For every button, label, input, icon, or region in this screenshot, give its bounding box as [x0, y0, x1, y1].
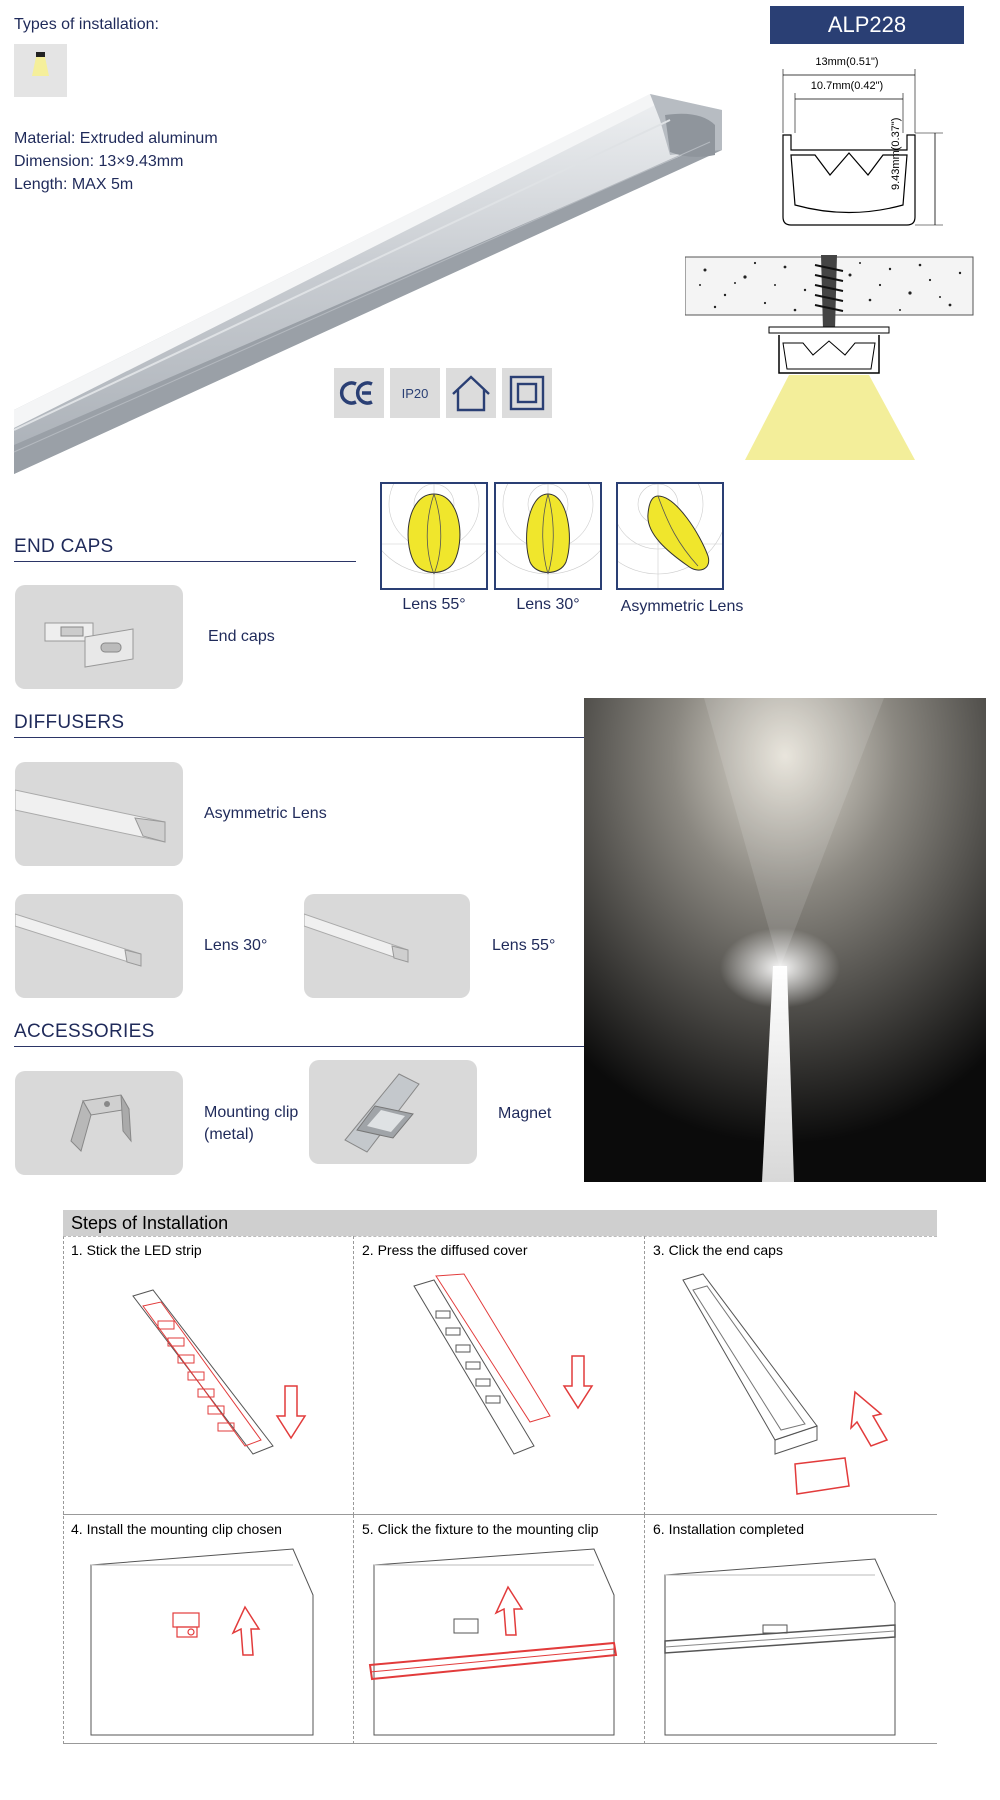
step-6-label: 6. Installation completed: [653, 1521, 804, 1537]
model-badge: ALP228: [770, 6, 964, 44]
step-2-label: 2. Press the diffused cover: [362, 1242, 528, 1258]
step-1-cell: [63, 1236, 354, 1515]
step-2-arrow-down-icon: [564, 1356, 592, 1408]
end-caps-item-label: End caps: [208, 628, 275, 645]
step-3-label: 3. Click the end caps: [653, 1242, 783, 1258]
step-5-cell: [354, 1515, 645, 1744]
material-spec: Material: Extruded aluminum: [14, 130, 218, 147]
mounting-clip-card: [15, 1071, 183, 1175]
step-2-illustration: [354, 1266, 645, 1515]
diffusers-title: DIFFUSERS: [14, 712, 125, 733]
end-caps-image: [15, 585, 183, 689]
lens-55-label: Lens 55°: [402, 596, 466, 613]
step-3-cell: [645, 1236, 937, 1515]
indoor-house-icon: [446, 368, 496, 418]
polar-diagram-asymmetric: [616, 482, 724, 590]
diffuser-asymmetric-label: Asymmetric Lens: [204, 805, 327, 822]
accessories-divider: [14, 1046, 584, 1047]
dimension-spec: Dimension: 13×9.43mm: [14, 153, 184, 170]
step-4-illustration: [63, 1545, 354, 1744]
inner-width-dimension: 10.7mm(0.42"): [810, 80, 884, 92]
diffuser-lens55-image: [304, 894, 470, 998]
mounting-clip-image: [15, 1071, 183, 1175]
end-caps-card: [15, 585, 183, 689]
end-caps-title: END CAPS: [14, 536, 114, 557]
polar-diagram-30: [494, 482, 602, 590]
accessories-title: ACCESSORIES: [14, 1021, 155, 1042]
step-1-illustration: [63, 1266, 354, 1515]
installation-types-label: Types of installation:: [14, 16, 159, 33]
lens-30-label: Lens 30°: [516, 596, 580, 613]
diffuser-lens30-image: [15, 894, 183, 998]
step-4-label: 4. Install the mounting clip chosen: [71, 1521, 282, 1537]
diffuser-lens30-label: Lens 30°: [204, 937, 268, 954]
end-caps-divider: [14, 561, 356, 562]
step-5-label: 5. Click the fixture to the mounting clip: [362, 1521, 599, 1537]
magnet-image: [309, 1060, 477, 1164]
step-1-arrow-down-icon: [277, 1386, 305, 1438]
asymmetric-lens-label: Asymmetric Lens: [620, 598, 744, 615]
step-1-label: 1. Stick the LED strip: [71, 1242, 202, 1258]
step-4-cell: [63, 1515, 354, 1744]
profile-product-image: [10, 80, 730, 480]
magnet-card: [309, 1060, 477, 1164]
ip20-icon: [390, 368, 440, 418]
diffuser-asymmetric-image: [15, 762, 183, 866]
step-2-cell: [354, 1236, 645, 1515]
diffuser-asymmetric-card: [15, 762, 183, 866]
step-5-arrow-up-icon: [496, 1587, 522, 1635]
step-3-arrow-up-icon: [851, 1392, 887, 1446]
step-6-illustration: [645, 1545, 937, 1744]
magnet-label: Magnet: [498, 1105, 552, 1122]
ip20-text: IP20: [401, 386, 429, 401]
polar-diagram-55: [380, 482, 488, 590]
step-5-illustration: [354, 1545, 645, 1744]
lighting-effect-photo: [584, 698, 986, 1182]
ceiling-mount-diagram: [685, 255, 975, 470]
diffuser-lens30-card: [15, 894, 183, 998]
length-spec: Length: MAX 5m: [14, 176, 134, 193]
step-4-arrow-up-icon: [233, 1607, 259, 1655]
mounting-clip-label: Mounting clip (metal): [204, 1104, 299, 1143]
diffuser-lens55-card: [304, 894, 470, 998]
ce-mark-icon: [334, 368, 384, 418]
class-ii-icon: [502, 368, 552, 418]
height-dimension: 9.43mm(0.37"): [890, 117, 902, 190]
outer-width-dimension: 13mm(0.51"): [815, 56, 879, 68]
step-3-illustration: [645, 1266, 937, 1515]
step-6-cell: [645, 1515, 937, 1744]
diffusers-divider: [14, 737, 584, 738]
diffuser-lens55-label: Lens 55°: [492, 937, 556, 954]
steps-title: Steps of Installation: [63, 1210, 937, 1236]
